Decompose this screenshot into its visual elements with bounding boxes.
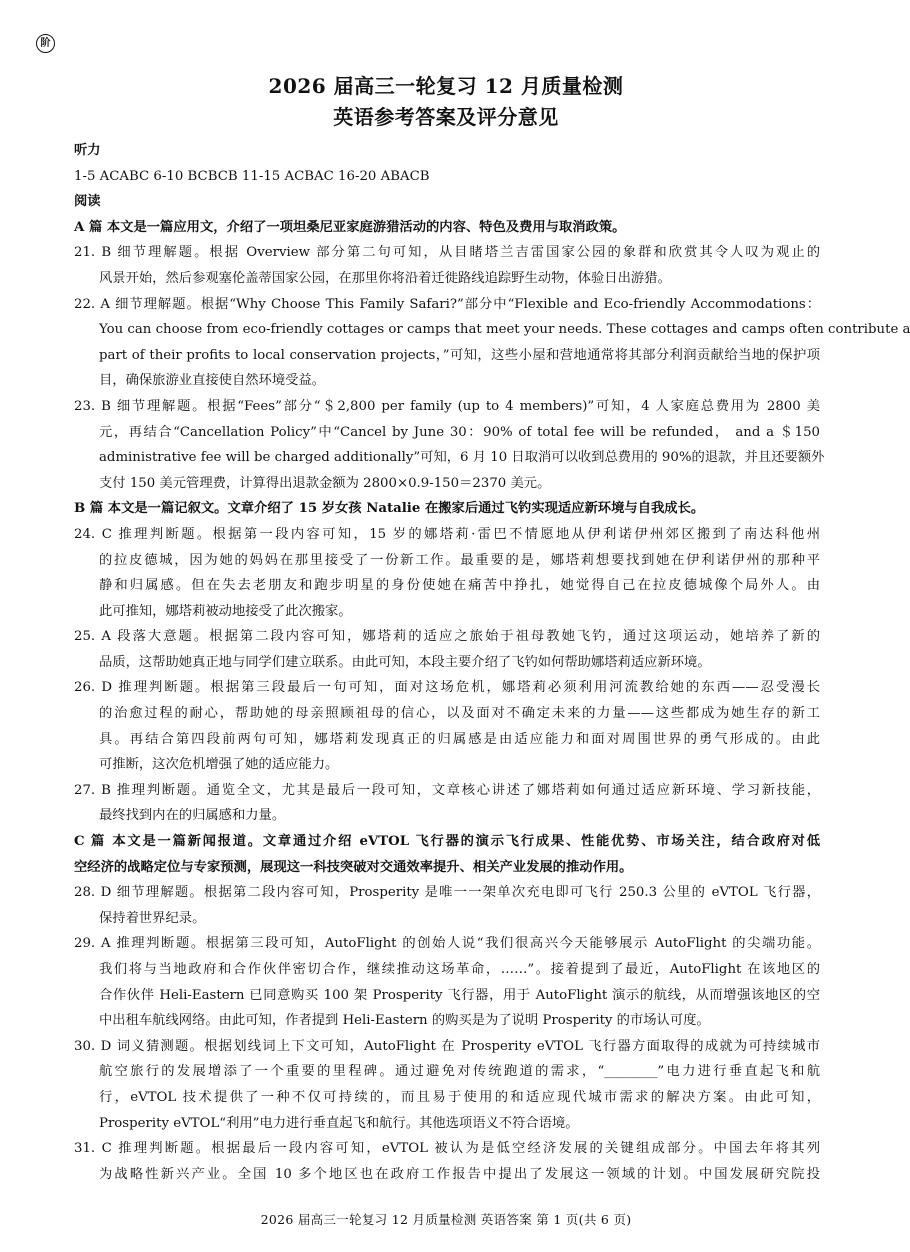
text-line: administrative fee will be charged additionally”可知，6 月 10 日取消可以收到总费用的 90%的退款，并且还要额外: [99, 450, 825, 466]
text-line: 29. A 推理判断题。根据第三段可知，AutoFlight 的创始人说“我们很高兴今天能够展示 AutoFlight 的尖端功能。: [74, 936, 820, 952]
text-line: 阅读: [74, 194, 101, 210]
text-line: 航空旅行的发展增添了一个重要的里程碑。通过避免对传统跑道的需求，“________”电力进行垂直起飞和航: [99, 1064, 820, 1080]
page-footer: 2026 届高三一轮复习 12 月质量检测 英语答案 第 1 页(共 6 页): [260, 1212, 632, 1227]
text-line: 的拉皮德城，因为她的妈妈在那里接受了一份新工作。最重要的是，娜塔莉想要找到她在伊利诺伊州的那种平: [99, 552, 820, 568]
text-line: 具。再结合第四段前两句可知，娜塔莉发现真正的归属感是由适应能力和面对周围世界的勇气形成的。由此: [99, 731, 820, 747]
text-line: 听力: [74, 143, 101, 158]
text-line: 中出租车航线网络。由此可知，作者提到 Heli-Eastern 的购买是为了说明 Prosperity 的市场认可度。: [99, 1013, 710, 1029]
text-line: 为战略性新兴产业。全国 10 多个地区也在政府工作报告中提出了发展这一领域的计划。中国发展研究院投: [99, 1166, 820, 1182]
text-line: 静和归属感。但在失去老朋友和跑步明星的身份使她在痛苦中挣扎，她觉得自己在拉皮德城像个局外人。由: [99, 578, 820, 594]
text-line: 我们将与当地政府和合作伙伴密切合作，继续推动这场革命，……”。接着提到了最近，AutoFlight 在该地区的: [99, 962, 820, 977]
text-line: You can choose from eco-friendly cottages or camps that meet your needs. These cottages and camps often contribute a: [99, 322, 910, 338]
text-line: 品质，这帮助她真正地与同学们建立联系。由此可知，本段主要介绍了飞钓如何帮助娜塔莉适应新环境。: [99, 654, 711, 670]
text-line: 31. C 推理判断题。根据最后一段内容可知，eVTOL 被认为是低空经济发展的关键组成部分。中国去年将其列: [74, 1141, 820, 1157]
text-line: 合作伙伴 Heli-Eastern 已同意购买 100 架 Prosperity 飞行器，用于 AutoFlight 演示的航线，从而增强该地区的空: [99, 987, 820, 1003]
text-line: 22. A 细节理解题。根据“Why Choose This Family Safari?”部分中“Flexible and Eco-friendly Accommodations：: [74, 296, 820, 312]
text-line: 最终找到内在的归属感和力量。: [99, 808, 286, 824]
text-line: 行，eVTOL 技术提供了一种不仅可持续的，而且易于使用的和适应现代城市需求的解决方案。由此可知，: [99, 1089, 820, 1105]
text-line: 目，确保旅游业直接使自然环境受益。: [99, 373, 326, 389]
text-line: 空经济的战略定位与专家预测，展现这一科技突破对交通效率提升、相关产业发展的推动作用。: [74, 859, 633, 875]
document-subtitle: 英语参考答案及评分意见: [333, 105, 559, 129]
text-line: 26. D 推理判断题。根据第三段最后一句可知，面对这场危机，娜塔莉必须利用河流教给她的东西——忍受漫长: [74, 680, 820, 696]
text-line: 保持着世界纪录。: [99, 910, 206, 926]
text-line: 23. B 细节理解题。根据“Fees”部分“＄2,800 per family (up to 4 members)”可知，4 人家庭总费用为 2800 美: [74, 398, 820, 414]
text-line: 1-5 ACABC 6-10 BCBCB 11-15 ACBAC 16-20 ABACB: [74, 168, 430, 184]
text-line: 24. C 推理判断题。根据第一段内容可知，15 岁的娜塔莉·雷巴不情愿地从伊利诺伊州郊区搬到了南达科他州: [74, 526, 820, 542]
text-line: 元，再结合“Cancellation Policy”中“Cancel by June 30：90% of total fee will be refunded， and a ＄150: [99, 424, 820, 440]
answer-key-body: [74, 138, 910, 1187]
text-line: 可推断，这次危机增强了她的适应能力。: [99, 757, 339, 773]
text-line: 此可推知，娜塔莉被动地接受了此次搬家。: [99, 603, 352, 619]
text-line: part of their profits to local conservation projects，”可知，这些小屋和营地通常将其部分利润贡献给当地的保护项: [99, 347, 820, 363]
text-line: 风景开始，然后参观塞伦盖蒂国家公园，在那里你将沿着迁徙路线追踪野生动物，体验日出游猎。: [99, 270, 671, 286]
text-line: C 篇 本文是一篇新闻报道。文章通过介绍 eVTOL 飞行器的演示飞行成果、性能优势、市场关注，结合政府对低: [74, 834, 820, 850]
corner-mark: 阶: [36, 34, 55, 53]
text-line: B 篇 本文是一篇记叙文。文章介绍了 15 岁女孩 Natalie 在搬家后通过飞钓实现适应新环境与自我成长。: [74, 501, 705, 517]
text-line: 28. D 细节理解题。根据第二段内容可知，Prosperity 是唯一一架单次充电即可飞行 250.3 公里的 eVTOL 飞行器，: [74, 885, 820, 901]
text-line: 21. B 细节理解题。根据 Overview 部分第二句可知，从目睹塔兰吉雷国家公园的象群和欣赏其令人叹为观止的: [74, 245, 820, 261]
text-line: 的治愈过程的耐心，帮助她的母亲照顾祖母的信心，以及面对不确定未来的力量——这些都成为她生存的新工: [99, 706, 820, 722]
document-title: 2026 届高三一轮复习 12 月质量检测: [268, 74, 624, 98]
text-line: 30. D 词义猜测题。根据划线词上下文可知，AutoFlight 在 Prosperity eVTOL 飞行器方面取得的成就为可持续城市: [74, 1038, 820, 1054]
text-line: 支付 150 美元管理费，计算得出退款金额为 2800×0.9-150＝2370 美元。: [99, 475, 551, 491]
text-line: 25. A 段落大意题。根据第二段内容可知，娜塔莉的适应之旅始于祖母教她飞钓，通过这项运动，她培养了新的: [74, 629, 820, 645]
text-line: 27. B 推理判断题。通览全文，尤其是最后一段可知，文章核心讲述了娜塔莉如何通过适应新环境、学习新技能，: [74, 782, 820, 798]
text-line: Prosperity eVTOL“利用”电力进行垂直起飞和航行。其他选项语义不符合语境。: [99, 1115, 579, 1131]
text-line: A 篇 本文是一篇应用文，介绍了一项坦桑尼亚家庭游猎活动的内容、特色及费用与取消政策。: [74, 219, 626, 235]
